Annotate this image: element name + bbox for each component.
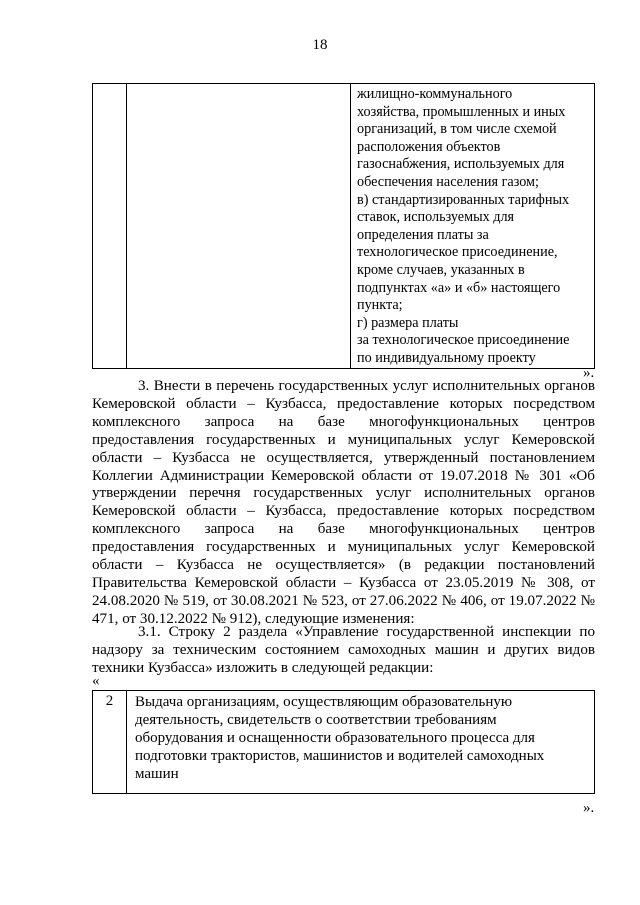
- paragraph-3: 3. Внести в перечень государственных услуг исполнительных органов Кемеровской области – Кузбасса, предоставление которых посредством комплексного запроса на базе многофункциональных центров предоставления государственных и муниципальных услуг Кемеровской области – Кузбасса не осуществляется, утвержденный постановлением Коллегии Администрации Кемеровской области от 19.07.2018 № 301 «Об утверждении перечня государственных услуг исполнительных органов Кемеровской области – Кузбасса, предоставление которых посредством комплексного запроса на базе многофункциональных центров предоставления государственных и муниципальных услуг Кемеровской области – Кузбасса не осуществляется» (в редакции постановлений Правительства Кемеровской области – Кузбасса от 23.05.2019 № 308, от 24.08.2020 № 519, от 30.08.2021 № 523, от 27.06.2022 № 406, от 19.07.2022 № 471, от 30.12.2022 № 912), следующие изменения:: [92, 378, 595, 627]
- table-cell-description: [351, 84, 595, 369]
- description-line: жилищно-коммунального: [357, 86, 513, 102]
- row-number: 2: [93, 691, 127, 794]
- closing-quote: ».: [583, 365, 595, 381]
- description-line: в) стандартизированных тарифных: [357, 191, 570, 208]
- description-line: обеспечения населения газом;: [357, 173, 539, 190]
- description-line: расположения объектов: [357, 138, 501, 155]
- paragraph-3-1: 3.1. Строку 2 раздела «Управление государственной инспекции по надзору за техническим состоянием самоходных машин и других видов техники Кузбасса» изложить в следующей редакции:: [92, 624, 595, 676]
- table-continuation: [92, 83, 595, 369]
- description-line: организаций, в том числе схемой: [357, 121, 557, 138]
- closing-quote: ».: [583, 800, 595, 816]
- opening-quote: «: [92, 673, 100, 689]
- table-new-row: [92, 690, 595, 794]
- description-line: за технологическое присоединение: [357, 332, 570, 349]
- description-line: технологическое присоединение,: [357, 244, 558, 261]
- description-line: подпунктах «а» и «б» настоящего: [357, 279, 561, 296]
- row-text: Выдача организациям, осуществляющим образовательную деятельность, свидетельств о соответствии требованиям оборудования и оснащенности образовательного процесса для подготовки трактористов, машинистов и водителей самоходных машин: [127, 691, 595, 794]
- page-number: 18: [312, 37, 328, 53]
- description-line: хозяйства, промышленных и иных: [357, 103, 566, 120]
- description-line: по индивидуальному проекту: [357, 349, 536, 366]
- description-line: пункта;: [357, 297, 403, 314]
- description-line: г) размера платы: [357, 314, 459, 331]
- table-cell-name: [127, 84, 351, 369]
- description-line: газоснабжения, используемых для: [357, 156, 565, 173]
- description-line: определения платы за: [357, 226, 489, 243]
- description-line: ставок, используемых для: [357, 209, 515, 226]
- table-cell-number: [93, 84, 127, 369]
- description-line: кроме случаев, указанных в: [357, 261, 525, 278]
